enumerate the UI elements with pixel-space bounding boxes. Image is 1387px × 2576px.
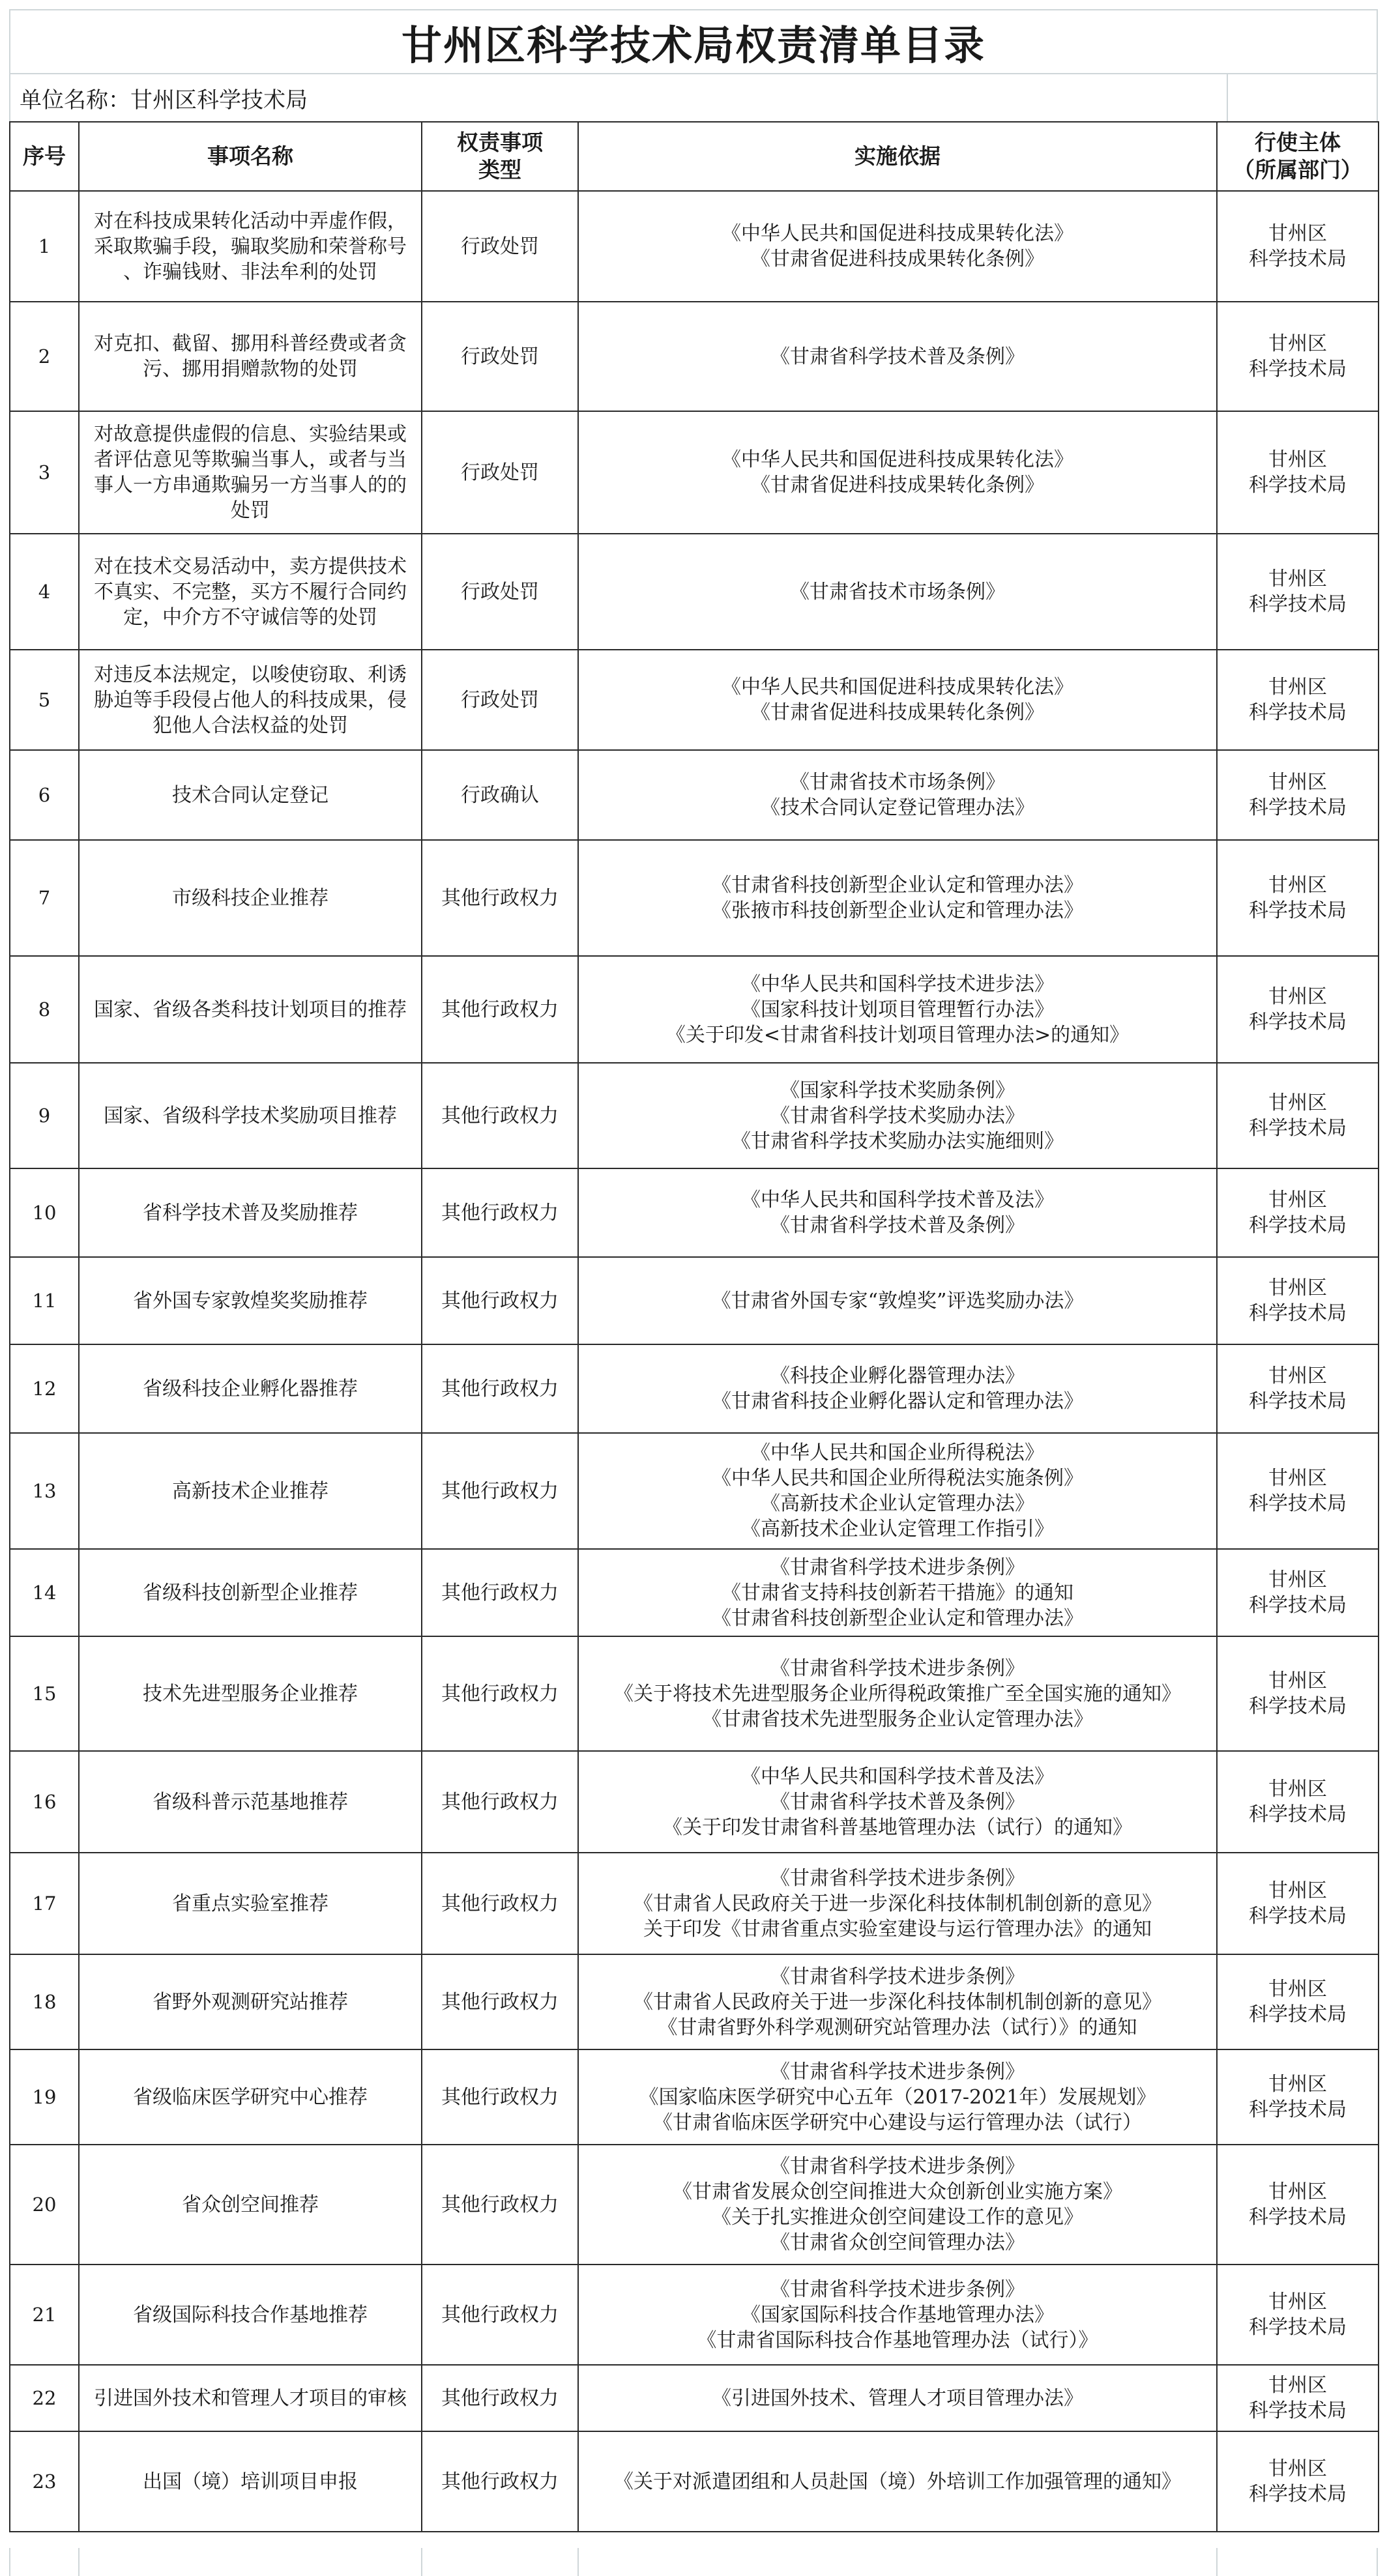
subject-line: 科学技术局 <box>1249 248 1347 270</box>
cell-subject <box>1217 956 1379 1063</box>
table-row <box>10 1549 1379 1636</box>
subject-line: 甘州区 <box>1268 448 1327 471</box>
basis-line: 《甘肃省科学技术进步条例》 <box>770 1965 1025 1988</box>
cell-subject <box>1217 411 1379 534</box>
item-name-line: 省重点实验室推荐 <box>172 1892 328 1915</box>
cell-item-name <box>79 1433 422 1549</box>
basis-line: 《甘肃省发展众创空间推进大众创新创业实施方案》 <box>673 2180 1122 2203</box>
item-name-line: 省外国专家敦煌奖奖励推荐 <box>133 1289 368 1312</box>
item-name-line: 对克扣、截留、挪用科普经费或者贪 <box>94 332 407 355</box>
cell-basis <box>578 1751 1217 1853</box>
subject-line: 科学技术局 <box>1249 1117 1347 1140</box>
basis-line: 《甘肃省科学技术普及条例》 <box>770 345 1025 368</box>
item-name-line: 省级科普示范基地推荐 <box>153 1790 348 1814</box>
cell-subject <box>1217 2431 1379 2532</box>
cell-subject <box>1217 1549 1379 1636</box>
basis-line: 《甘肃省临床医学研究中心建设与运行管理办法（试行） <box>653 2111 1142 2134</box>
basis-line: 《甘肃省科学技术进步条例》 <box>770 1556 1025 1579</box>
table-row <box>10 1636 1379 1751</box>
cell-basis <box>578 2265 1217 2365</box>
basis-line: 《甘肃省科学技术进步条例》 <box>770 2155 1025 2178</box>
cell-basis <box>578 1549 1217 1636</box>
subject-line: 科学技术局 <box>1249 2206 1347 2229</box>
cell-subject <box>1217 1433 1379 1549</box>
basis-line: 《国家国际科技合作基地管理办法》 <box>741 2303 1054 2326</box>
subject-line: 科学技术局 <box>1249 796 1347 819</box>
item-name-line: 引进国外技术和管理人才项目的审核 <box>94 2386 407 2410</box>
unit-name <box>9 74 1378 121</box>
item-name-line: 技术先进型服务企业推荐 <box>143 1682 358 1705</box>
item-name-line: 省众创空间推荐 <box>182 2193 319 2216</box>
table-row <box>10 191 1379 302</box>
cell-item-name <box>79 1344 422 1433</box>
cell-subject <box>1217 1636 1379 1751</box>
table-row <box>10 1751 1379 1853</box>
cell-item-name <box>79 191 422 302</box>
item-name-line: 省野外观测研究站推荐 <box>153 1990 348 2014</box>
table-row <box>10 750 1379 840</box>
subject-line: 甘州区 <box>1268 1189 1327 1211</box>
cell-basis <box>578 534 1217 650</box>
cell-item-type: 行政处罚 <box>422 650 578 750</box>
cell-subject <box>1217 750 1379 840</box>
cell-item-type: 行政处罚 <box>422 302 578 411</box>
cell-subject <box>1217 650 1379 750</box>
item-name-line: 犯他人合法权益的处罚 <box>153 714 348 737</box>
cell-seq: 10 <box>10 1168 79 1257</box>
cell-basis <box>578 2431 1217 2532</box>
basis-line: 《甘肃省国际科技合作基地管理办法（试行）》 <box>697 2328 1098 2352</box>
cell-subject <box>1217 2145 1379 2265</box>
basis-line: 《甘肃省人民政府关于进一步深化科技体制机制创新的意见》 <box>634 1892 1161 1915</box>
cell-item-type: 其他行政权力 <box>422 1168 578 1257</box>
subject-line: 科学技术局 <box>1249 593 1347 616</box>
subject-line: 甘州区 <box>1268 1467 1327 1490</box>
item-name-line: 污、挪用捐赠款物的处罚 <box>143 358 358 381</box>
cell-seq: 8 <box>10 956 79 1063</box>
basis-line: 《甘肃省科学技术进步条例》 <box>770 2060 1025 2083</box>
subject-line: 科学技术局 <box>1249 1492 1347 1515</box>
table-row <box>10 1433 1379 1549</box>
basis-line: 《甘肃省支持科技创新若干措施》的通知 <box>722 1581 1073 1604</box>
cell-seq: 3 <box>10 411 79 534</box>
cell-seq: 1 <box>10 191 79 302</box>
subject-line: 甘州区 <box>1268 1778 1327 1801</box>
subject-line: 甘州区 <box>1268 2180 1327 2203</box>
basis-line: 《甘肃省技术市场条例》 <box>790 771 1005 794</box>
cell-basis <box>578 1063 1217 1168</box>
basis-line: 《甘肃省技术先进型服务企业认定管理办法》 <box>702 1707 1093 1731</box>
cell-basis <box>578 840 1217 956</box>
basis-line: 《中华人民共和国促进科技成果转化法》 <box>722 676 1073 699</box>
basis-line: 《中华人民共和国企业所得税法实施条例》 <box>712 1467 1083 1490</box>
cell-item-name <box>79 411 422 534</box>
basis-line: 《关于印发<甘肃省科技计划项目管理办法>的通知》 <box>665 1023 1130 1047</box>
basis-line: 《关于对派遣团组和人员赴国（境）外培训工作加强管理的通知》 <box>614 2470 1181 2493</box>
cell-item-name <box>79 2049 422 2145</box>
subject-line: 科学技术局 <box>1249 2316 1347 2339</box>
basis-line: 《科技企业孵化器管理办法》 <box>770 1365 1025 1387</box>
cell-subject <box>1217 1344 1379 1433</box>
cell-item-name <box>79 2145 422 2265</box>
item-name-line: 省级临床医学研究中心推荐 <box>133 2085 368 2109</box>
cell-seq: 23 <box>10 2431 79 2532</box>
basis-line: 《甘肃省科学技术进步条例》 <box>770 1866 1025 1890</box>
cell-seq: 13 <box>10 1433 79 1549</box>
basis-line: 《甘肃省科技企业孵化器认定和管理办法》 <box>712 1390 1083 1413</box>
cell-seq: 9 <box>10 1063 79 1168</box>
item-name-line: 省级科技创新型企业推荐 <box>143 1581 358 1604</box>
cell-item-name <box>79 1257 422 1344</box>
cell-subject <box>1217 1063 1379 1168</box>
table-row <box>10 1063 1379 1168</box>
cell-subject <box>1217 1954 1379 2049</box>
cell-item-type: 其他行政权力 <box>422 1063 578 1168</box>
cell-seq: 19 <box>10 2049 79 2145</box>
basis-line: 《甘肃省野外科学观测研究站管理办法（试行）》的通知 <box>658 2016 1137 2039</box>
cell-item-name <box>79 534 422 650</box>
table-row <box>10 1257 1379 1344</box>
item-name-line: 国家、省级科学技术奖励项目推荐 <box>104 1104 397 1127</box>
cell-seq: 15 <box>10 1636 79 1751</box>
header-name: 事项名称 <box>79 122 422 191</box>
item-name-line: 对违反本法规定，以唆使窃取、利诱 <box>94 663 407 686</box>
header-seq: 序号 <box>10 122 79 191</box>
header-subject-line: （所属部门） <box>1233 157 1362 182</box>
basis-line: 《甘肃省科学技术奖励办法》 <box>770 1104 1025 1127</box>
subject-line: 科学技术局 <box>1249 1695 1347 1718</box>
subject-line: 甘州区 <box>1268 332 1327 355</box>
basis-line: 《中华人民共和国科学技术普及法》 <box>741 1765 1054 1788</box>
basis-line: 《关于将技术先进型服务企业所得税政策推广至全国实施的通知》 <box>614 1682 1181 1705</box>
table-row <box>10 2145 1379 2265</box>
subject-line: 甘州区 <box>1268 1277 1327 1299</box>
responsibility-table <box>9 121 1379 2532</box>
cell-item-type: 其他行政权力 <box>422 1954 578 2049</box>
cell-basis <box>578 1853 1217 1954</box>
cell-seq: 4 <box>10 534 79 650</box>
cell-item-type: 行政处罚 <box>422 534 578 650</box>
item-name-line: 省级国际科技合作基地推荐 <box>133 2303 368 2326</box>
item-name-line: 出国（境）培训项目申报 <box>143 2470 358 2493</box>
item-name-line: 、诈骗钱财、非法牟利的处罚 <box>123 260 377 283</box>
cell-item-name <box>79 2265 422 2365</box>
cell-item-type: 行政处罚 <box>422 191 578 302</box>
unit-name-text: 单位名称：甘州区科学技术局 <box>20 87 308 113</box>
subject-line: 科学技术局 <box>1249 899 1347 922</box>
cell-seq: 17 <box>10 1853 79 1954</box>
cell-subject <box>1217 2365 1379 2431</box>
cell-seq: 6 <box>10 750 79 840</box>
subject-line: 甘州区 <box>1268 1569 1327 1591</box>
cell-seq: 12 <box>10 1344 79 1433</box>
subject-line: 甘州区 <box>1268 1978 1327 2001</box>
item-name-line: 市级科技企业推荐 <box>172 886 328 910</box>
cell-basis <box>578 1168 1217 1257</box>
table-row <box>10 411 1379 534</box>
basis-line: 关于印发《甘肃省重点实验室建设与运行管理办法》的通知 <box>643 1917 1152 1941</box>
subject-line: 甘州区 <box>1268 2374 1327 2397</box>
cell-basis <box>578 2365 1217 2431</box>
cell-item-type: 其他行政权力 <box>422 2265 578 2365</box>
subject-line: 甘州区 <box>1268 1879 1327 1902</box>
cell-item-name <box>79 650 422 750</box>
cell-item-type: 其他行政权力 <box>422 840 578 956</box>
basis-line: 《甘肃省科学技术进步条例》 <box>770 1657 1025 1680</box>
subject-line: 科学技术局 <box>1249 1594 1347 1617</box>
cell-item-type: 其他行政权力 <box>422 1549 578 1636</box>
item-name-line: 不真实、不完整，买方不履行合同约 <box>94 580 407 603</box>
cell-item-name <box>79 956 422 1063</box>
item-name-line: 定，中介方不守诚信等的处罚 <box>123 605 377 629</box>
subject-line: 甘州区 <box>1268 222 1327 245</box>
item-name-line: 对在科技成果转化活动中弄虚作假， <box>94 209 407 233</box>
cell-seq: 20 <box>10 2145 79 2265</box>
cell-subject <box>1217 2265 1379 2365</box>
table-row <box>10 956 1379 1063</box>
cell-item-name <box>79 750 422 840</box>
subject-line: 甘州区 <box>1268 1092 1327 1114</box>
cell-seq: 11 <box>10 1257 79 1344</box>
subject-line: 科学技术局 <box>1249 1302 1347 1325</box>
cell-subject <box>1217 1168 1379 1257</box>
basis-line: 《甘肃省科技创新型企业认定和管理办法》 <box>712 874 1083 897</box>
header-type-line: 类型 <box>478 157 521 182</box>
cell-item-type: 其他行政权力 <box>422 1853 578 1954</box>
subject-line: 科学技术局 <box>1249 2399 1347 2422</box>
subject-line: 科学技术局 <box>1249 701 1347 724</box>
subject-line: 科学技术局 <box>1249 1390 1347 1413</box>
basis-line: 《技术合同认定登记管理办法》 <box>761 796 1034 819</box>
table-row <box>10 2049 1379 2145</box>
basis-line: 《甘肃省技术市场条例》 <box>790 580 1005 603</box>
subject-line: 科学技术局 <box>1249 358 1347 381</box>
item-name-line: 事人一方串通欺骗另一方当事人的的 <box>94 474 407 497</box>
cell-seq: 21 <box>10 2265 79 2365</box>
cell-item-type: 其他行政权力 <box>422 1344 578 1433</box>
subject-line: 科学技术局 <box>1249 2098 1347 2121</box>
cell-item-type: 其他行政权力 <box>422 2365 578 2431</box>
basis-line: 《甘肃省促进科技成果转化条例》 <box>751 474 1044 497</box>
item-name-line: 国家、省级各类科技计划项目的推荐 <box>94 998 407 1021</box>
page-title: 甘州区科学技术局权责清单目录 <box>9 9 1378 74</box>
basis-line: 《中华人民共和国促进科技成果转化法》 <box>722 448 1073 471</box>
cell-item-name <box>79 1954 422 2049</box>
basis-line: 《甘肃省科学技术进步条例》 <box>770 2278 1025 2301</box>
cell-item-type: 其他行政权力 <box>422 1751 578 1853</box>
subject-line: 甘州区 <box>1268 1365 1327 1387</box>
cell-basis <box>578 1257 1217 1344</box>
cell-seq: 18 <box>10 1954 79 2049</box>
unit-bar-divider <box>1227 74 1228 121</box>
header-subject-line: 行使主体 <box>1255 130 1341 155</box>
header-type <box>422 122 578 191</box>
subject-line: 科学技术局 <box>1249 1905 1347 1928</box>
cell-basis <box>578 411 1217 534</box>
basis-line: 《中华人民共和国促进科技成果转化法》 <box>722 222 1073 245</box>
cell-subject <box>1217 191 1379 302</box>
subject-line: 甘州区 <box>1268 771 1327 794</box>
cell-subject <box>1217 1751 1379 1853</box>
cell-item-name <box>79 2431 422 2532</box>
cell-item-name <box>79 1751 422 1853</box>
basis-line: 《甘肃省促进科技成果转化条例》 <box>751 701 1044 724</box>
table-body <box>10 191 1379 2532</box>
cell-item-type: 其他行政权力 <box>422 1636 578 1751</box>
basis-line: 《甘肃省科学技术奖励办法实施细则》 <box>731 1129 1064 1153</box>
cell-basis <box>578 750 1217 840</box>
basis-line: 《甘肃省科技创新型企业认定和管理办法》 <box>712 1606 1083 1630</box>
cell-item-type: 其他行政权力 <box>422 1257 578 1344</box>
subject-line: 甘州区 <box>1268 2457 1327 2480</box>
subject-line: 甘州区 <box>1268 985 1327 1008</box>
table-row <box>10 2365 1379 2431</box>
subject-line: 科学技术局 <box>1249 1214 1347 1237</box>
table-row <box>10 534 1379 650</box>
header-basis: 实施依据 <box>578 122 1217 191</box>
subject-line: 甘州区 <box>1268 568 1327 590</box>
basis-line: 《甘肃省科学技术普及条例》 <box>770 1790 1025 1814</box>
cell-subject <box>1217 534 1379 650</box>
basis-line: 《国家科学技术奖励条例》 <box>780 1078 1015 1102</box>
cell-seq: 5 <box>10 650 79 750</box>
cell-basis <box>578 2049 1217 2145</box>
header-type-line: 权责事项 <box>457 130 543 155</box>
basis-line: 《中华人民共和国企业所得税法》 <box>751 1441 1044 1464</box>
cell-item-name <box>79 2365 422 2431</box>
subject-line: 甘州区 <box>1268 676 1327 699</box>
subject-line: 甘州区 <box>1268 2073 1327 2096</box>
cell-basis <box>578 191 1217 302</box>
subject-line: 甘州区 <box>1268 874 1327 897</box>
item-name-line: 技术合同认定登记 <box>172 783 328 807</box>
item-name-line: 对在技术交易活动中，卖方提供技术 <box>94 555 407 578</box>
cell-item-name <box>79 302 422 411</box>
item-name-line: 胁迫等手段侵占他人的科技成果，侵 <box>94 688 407 712</box>
cell-seq: 16 <box>10 1751 79 1853</box>
cell-item-name <box>79 840 422 956</box>
basis-line: 《国家科技计划项目管理暂行办法》 <box>741 998 1054 1021</box>
basis-line: 《张掖市科技创新型企业认定和管理办法》 <box>712 899 1083 922</box>
table-row <box>10 302 1379 411</box>
cell-item-name <box>79 1636 422 1751</box>
basis-line: 《引进国外技术、管理人才项目管理办法》 <box>712 2386 1083 2410</box>
subject-line: 科学技术局 <box>1249 1803 1347 1826</box>
subject-line: 科学技术局 <box>1249 474 1347 497</box>
cell-basis <box>578 1636 1217 1751</box>
cell-seq: 7 <box>10 840 79 956</box>
item-name-line: 高新技术企业推荐 <box>172 1479 328 1503</box>
cell-subject <box>1217 302 1379 411</box>
table-row <box>10 650 1379 750</box>
table-row <box>10 1853 1379 1954</box>
cell-seq: 2 <box>10 302 79 411</box>
table-row <box>10 840 1379 956</box>
cell-subject <box>1217 1257 1379 1344</box>
cell-basis <box>578 956 1217 1063</box>
basis-line: 《甘肃省外国专家“敦煌奖”评选奖励办法》 <box>711 1289 1084 1312</box>
table-row <box>10 1168 1379 1257</box>
cell-subject <box>1217 840 1379 956</box>
cell-basis <box>578 650 1217 750</box>
item-name-line: 省科学技术普及奖励推荐 <box>143 1201 358 1224</box>
basis-line: 《国家临床医学研究中心五年（2017-2021年）发展规划》 <box>639 2085 1156 2109</box>
table-header-row <box>10 122 1379 191</box>
item-name-line: 对故意提供虚假的信息、实验结果或 <box>94 423 407 446</box>
subject-line: 科学技术局 <box>1249 2483 1347 2506</box>
cell-basis <box>578 1433 1217 1549</box>
table-row <box>10 1954 1379 2049</box>
basis-line: 《高新技术企业认定管理办法》 <box>761 1492 1034 1515</box>
cell-basis <box>578 1344 1217 1433</box>
cell-item-type: 行政处罚 <box>422 411 578 534</box>
subject-line: 科学技术局 <box>1249 2003 1347 2026</box>
cell-item-name <box>79 1853 422 1954</box>
item-name-line: 省级科技企业孵化器推荐 <box>143 1377 358 1400</box>
basis-line: 《中华人民共和国科学技术进步法》 <box>741 972 1054 996</box>
basis-line: 《甘肃省促进科技成果转化条例》 <box>751 248 1044 270</box>
basis-line: 《高新技术企业认定管理工作指引》 <box>741 1518 1054 1541</box>
table-footer-grid <box>9 2548 1378 2576</box>
cell-item-type: 其他行政权力 <box>422 2145 578 2265</box>
cell-item-type: 其他行政权力 <box>422 2049 578 2145</box>
table-row <box>10 2265 1379 2365</box>
basis-line: 《甘肃省人民政府关于进一步深化科技体制机制创新的意见》 <box>634 1990 1161 2014</box>
subject-line: 科学技术局 <box>1249 1011 1347 1034</box>
cell-item-type: 其他行政权力 <box>422 1433 578 1549</box>
table-row <box>10 1344 1379 1433</box>
cell-item-name <box>79 1063 422 1168</box>
basis-line: 《甘肃省科学技术普及条例》 <box>770 1214 1025 1237</box>
subject-line: 甘州区 <box>1268 2291 1327 2313</box>
cell-item-name <box>79 1168 422 1257</box>
basis-line: 《关于印发甘肃省科普基地管理办法（试行）的通知》 <box>663 1816 1132 1839</box>
cell-item-type: 其他行政权力 <box>422 956 578 1063</box>
basis-line: 《关于扎实推进众创空间建设工作的意见》 <box>712 2206 1083 2229</box>
item-name-line: 处罚 <box>231 499 270 522</box>
item-name-line: 采取欺骗手段，骗取奖励和荣誉称号 <box>94 235 407 258</box>
item-name-line: 者评估意见等欺骗当事人，或者与当 <box>94 448 407 471</box>
cell-item-name <box>79 1549 422 1636</box>
basis-line: 《中华人民共和国科学技术普及法》 <box>741 1189 1054 1211</box>
subject-line: 甘州区 <box>1268 1670 1327 1692</box>
cell-seq: 14 <box>10 1549 79 1636</box>
basis-line: 《甘肃省众创空间管理办法》 <box>770 2231 1025 2254</box>
cell-basis <box>578 1954 1217 2049</box>
cell-basis <box>578 2145 1217 2265</box>
cell-subject <box>1217 1853 1379 1954</box>
table-row <box>10 2431 1379 2532</box>
cell-basis <box>578 302 1217 411</box>
cell-item-type: 其他行政权力 <box>422 2431 578 2532</box>
cell-item-type: 行政确认 <box>422 750 578 840</box>
cell-subject <box>1217 2049 1379 2145</box>
cell-seq: 22 <box>10 2365 79 2431</box>
header-subject <box>1217 122 1379 191</box>
